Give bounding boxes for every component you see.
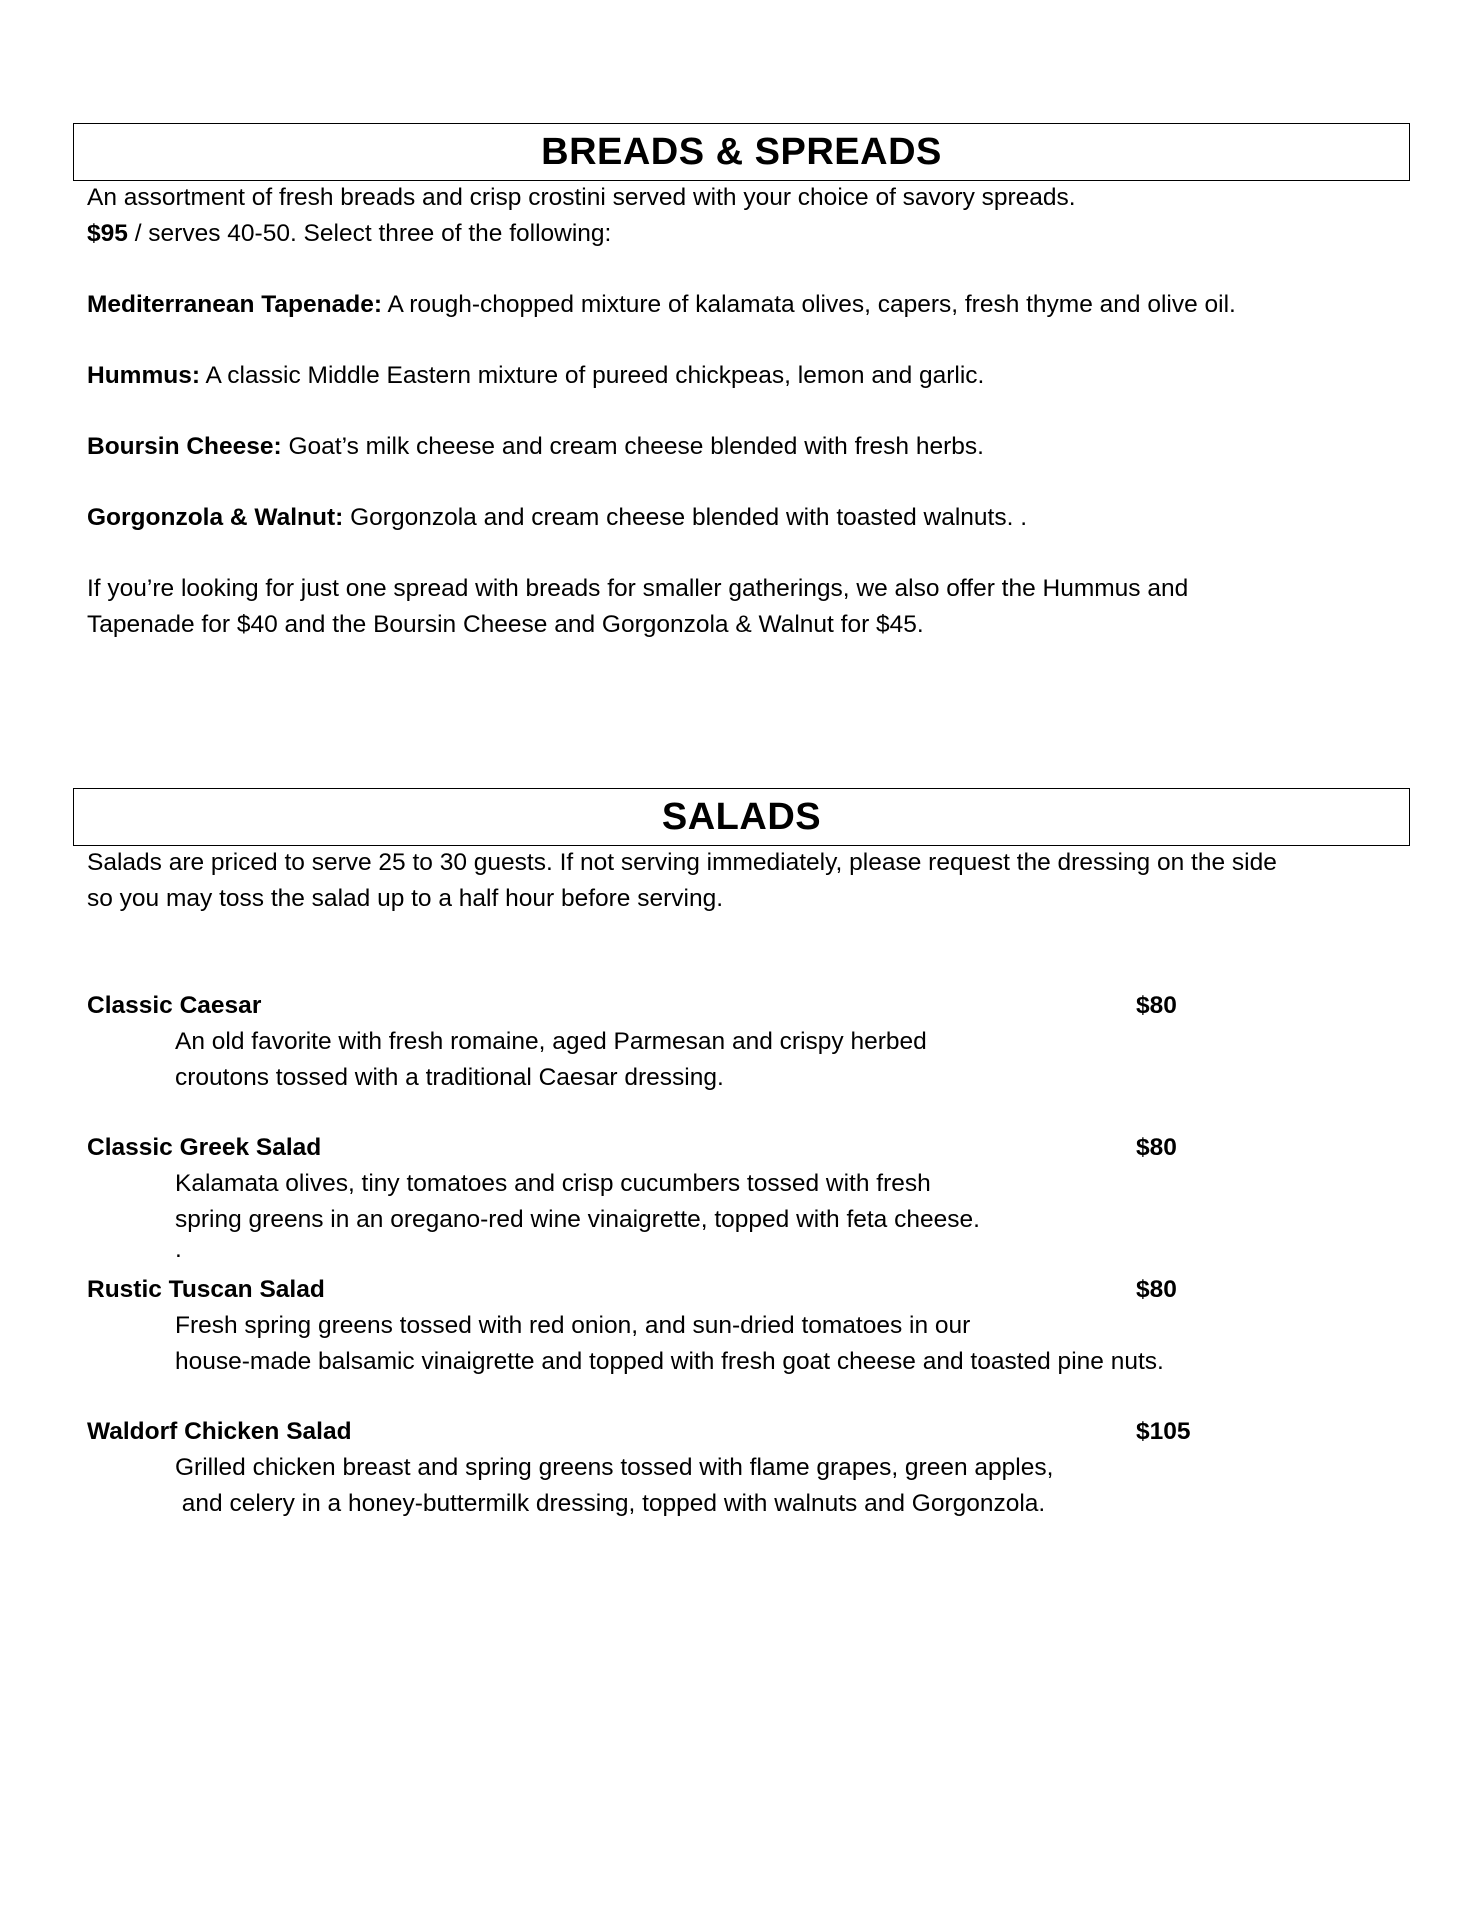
salad-name-waldorf: Waldorf Chicken Salad [87,1418,352,1445]
salads-intro-line1: Salads are priced to serve 25 to 30 guests. If not serving immediately, please request the dressing on the side [87,849,1277,876]
salads-header-box [73,788,1410,846]
spread-name: Hummus: [87,362,200,389]
salad-desc-tuscan-line2: house-made balsamic vinaigrette and topped with fresh goat cheese and toasted pine nuts. [175,1348,1164,1375]
breads-spreads-title: BREADS & SPREADS [541,131,942,173]
spread-item-gorgonzola [87,500,1027,536]
breads-intro-line2 [87,216,611,252]
salad-price-tuscan: $80 [1136,1276,1177,1303]
salad-desc-tuscan-line1: Fresh spring greens tossed with red onion, and sun-dried tomatoes in our [175,1312,971,1339]
salad-desc-caesar-line2: croutons tossed with a traditional Caesar dressing. [175,1064,724,1091]
breads-note-line1: If you’re looking for just one spread with breads for smaller gatherings, we also offer the Hummus and [87,575,1189,602]
salads-title: SALADS [661,796,822,838]
salad-desc-waldorf-line2: and celery in a honey-buttermilk dressing, topped with walnuts and Gorgonzola. [175,1490,1046,1517]
salad-name-greek: Classic Greek Salad [87,1134,322,1161]
spread-item-boursin [87,429,984,465]
salad-price-waldorf: $105 [1136,1418,1191,1445]
salad-price-greek: $80 [1136,1134,1177,1161]
salad-desc-caesar-line1: An old favorite with fresh romaine, aged Parmesan and crispy herbed [175,1028,927,1055]
breads-serves-text: / serves 40-50. Select three of the following: [127,220,612,247]
salad-name-tuscan: Rustic Tuscan Salad [87,1276,325,1303]
spread-name: Boursin Cheese: [87,433,282,460]
salads-intro-line2: so you may toss the salad up to a half hour before serving. [87,885,724,912]
spread-item-hummus [87,358,984,394]
spread-item-tapenade [87,287,1236,323]
salad-name-caesar: Classic Caesar [87,992,262,1019]
salad-desc-greek-line3: . [175,1236,182,1263]
salad-desc-greek-line1: Kalamata olives, tiny tomatoes and crisp cucumbers tossed with fresh [175,1170,931,1197]
spread-desc: Gorgonzola and cream cheese blended with toasted walnuts. . [343,504,1028,531]
breads-note-line2: Tapenade for $40 and the Boursin Cheese and Gorgonzola & Walnut for $45. [87,611,924,638]
breads-intro-line1: An assortment of fresh breads and crisp crostini served with your choice of savory spreads. [87,184,1076,211]
salad-price-caesar: $80 [1136,992,1177,1019]
spread-name: Mediterranean Tapenade: [87,291,382,318]
spread-name: Gorgonzola & Walnut: [87,504,344,531]
salad-desc-waldorf-line1: Grilled chicken breast and spring greens tossed with flame grapes, green apples, [175,1454,1054,1481]
breads-spreads-header-box [73,123,1410,181]
spread-desc: A rough-chopped mixture of kalamata olives, capers, fresh thyme and olive oil. [381,291,1236,318]
breads-price: $95 [87,220,128,247]
spread-desc: Goat’s milk cheese and cream cheese blended with fresh herbs. [281,433,984,460]
salad-desc-greek-line2: spring greens in an oregano-red wine vinaigrette, topped with feta cheese. [175,1206,980,1233]
spread-desc: A classic Middle Eastern mixture of pureed chickpeas, lemon and garlic. [199,362,985,389]
